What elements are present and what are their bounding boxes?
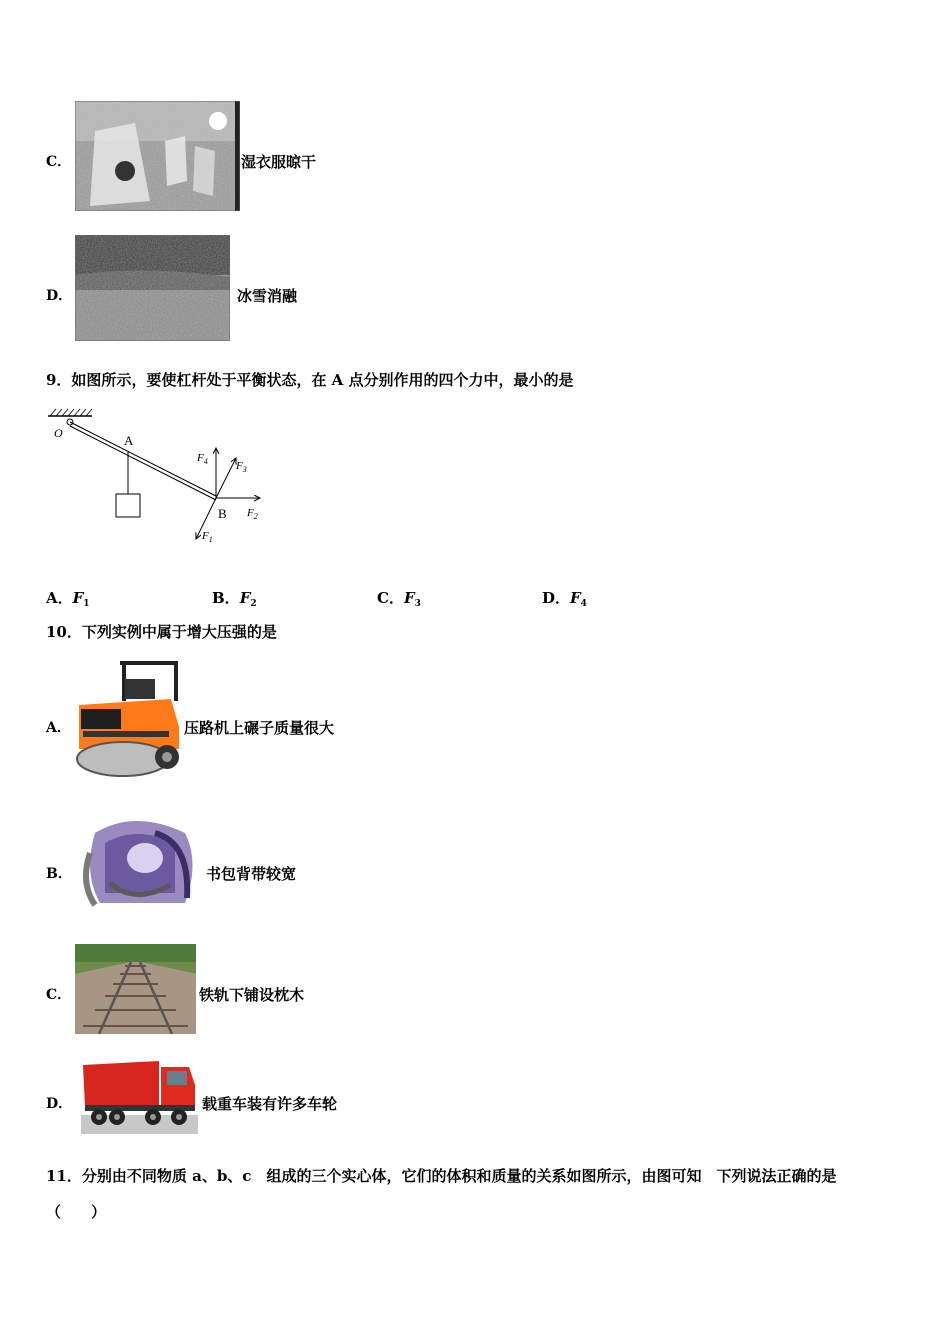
q8-option-c-label: C． [46,154,72,170]
force-f3-arrow [216,458,236,498]
q10-option-a-label: A． [46,720,71,736]
railway-track-photo [75,944,196,1034]
ceiling-hatch [50,409,92,416]
label-f3: $F_3$ [236,460,247,474]
melting-snow-photo [75,235,230,341]
q9-option-c: C．$F_3$ [377,589,421,609]
q8-option-c-text: 湿衣服晾干 [241,153,317,171]
hanging-block [116,494,140,517]
q10-option-c-text: 铁轨下铺设枕木 [199,986,305,1004]
q9-option-b: B．$F_2$ [212,589,257,609]
q10-option-b-text: 书包背带较宽 [206,865,297,883]
road-roller-photo [75,657,183,778]
label-f1: $F_1$ [202,530,213,544]
q11-answer-paren: （ ） [46,1203,107,1221]
lever-lower [70,426,216,500]
lever-diagram [44,406,274,556]
q9-option-a: A．$F_1$ [46,589,90,609]
q10-option-c-label: C． [46,987,72,1003]
q10-option-d-label: D． [46,1096,73,1112]
q10-option-d-text: 载重车装有许多车轮 [202,1095,338,1113]
q8-option-d-label: D． [46,288,73,304]
label-f2: $F_2$ [247,507,258,521]
heavy-truck-photo [81,1055,198,1134]
label-b: B [218,506,227,521]
q10-option-b-label: B． [46,866,72,882]
q8-option-d-text: 冰雪消融 [237,287,298,305]
label-a: A [124,433,134,448]
drying-clothes-photo [75,101,240,211]
label-f4: $F_4$ [197,452,208,466]
q9-option-d: D．$F_4$ [542,589,587,609]
q10-option-a-text: 压路机上碾子质量很大 [184,719,335,737]
backpack-photo [75,813,202,909]
q10-stem: 10．下列实例中属于增大压强的是 [46,623,277,641]
q9-stem: 9．如图所示，要使杠杆处于平衡状态，在 A 点分别作用的四个力中，最小的是 [46,371,574,389]
q11-stem: 11．分别由不同物质 a、b、c 组成的三个实心体，它们的体积和质量的关系如图所示，由图可知 下列说法正确的是 [46,1167,837,1185]
label-o: O [54,426,63,440]
lever-upper [70,422,216,496]
